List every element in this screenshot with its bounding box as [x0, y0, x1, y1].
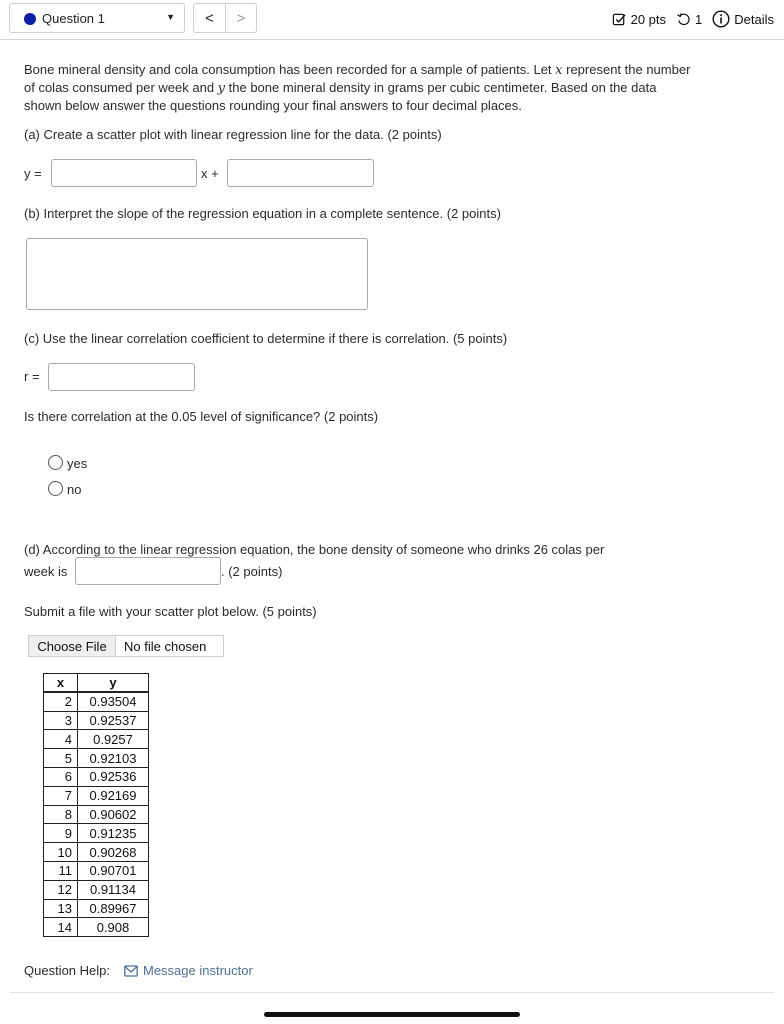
upload-prompt: Submit a file with your scatter plot below. (5 points): [24, 604, 317, 619]
points-label: 20 pts: [630, 11, 667, 27]
column-header-y: y: [78, 674, 149, 693]
cell-x: 10: [44, 843, 78, 862]
cell-y: 0.90268: [78, 843, 149, 862]
cell-y: 0.92103: [78, 749, 149, 768]
previous-question-button[interactable]: <: [205, 9, 214, 27]
chevron-down-icon: ▼: [166, 12, 175, 22]
question-label: Question 1: [42, 11, 105, 26]
cell-y: 0.92536: [78, 767, 149, 786]
question-selector[interactable]: [9, 3, 185, 33]
table-row: [44, 880, 149, 899]
table-row: [44, 692, 149, 711]
table-row: [44, 861, 149, 880]
variable-y: y: [217, 81, 226, 96]
question-help: [24, 963, 253, 978]
cell-x: 14: [44, 918, 78, 937]
cell-y: 0.90701: [78, 861, 149, 880]
significance-prompt: Is there correlation at the 0.05 level of significance? (2 points): [24, 409, 379, 424]
checkbox-icon: [612, 12, 627, 27]
radio-yes[interactable]: [48, 455, 63, 470]
cell-x: 4: [44, 730, 78, 749]
radio-yes-label: yes: [67, 456, 88, 471]
cell-x: 13: [44, 899, 78, 918]
message-instructor-label: Message instructor: [143, 963, 253, 978]
bone-density-input[interactable]: [75, 557, 221, 585]
part-d-prompt-line2: week is: [24, 564, 68, 579]
table-row: [44, 711, 149, 730]
question-nav: [193, 3, 257, 33]
column-header-x: x: [44, 674, 78, 693]
table-row: [44, 918, 149, 937]
cell-y: 0.89967: [78, 899, 149, 918]
file-upload[interactable]: [28, 635, 224, 657]
cell-y: 0.91235: [78, 824, 149, 843]
radio-no[interactable]: [48, 481, 63, 496]
cell-x: 9: [44, 824, 78, 843]
cell-x: 6: [44, 767, 78, 786]
part-b-prompt: (b) Interpret the slope of the regression equation in a complete sentence. (2 points): [24, 206, 501, 221]
table-row: [44, 805, 149, 824]
table-header-row: [44, 674, 149, 693]
r-input[interactable]: [48, 363, 195, 391]
intercept-input[interactable]: [227, 159, 374, 187]
question-header: [0, 0, 784, 40]
cell-y: 0.9257: [78, 730, 149, 749]
next-question-button[interactable]: >: [225, 4, 256, 32]
variable-x: x: [555, 63, 563, 78]
cell-x: 7: [44, 786, 78, 805]
cell-x: 5: [44, 749, 78, 768]
problem-intro: Bone mineral density and cola consumption has been recorded for a sample of patients. Let x represent the number of colas consumed per week and y the bone mineral density in grams per cubic centimeter. Based on the data shown below answer the questions rounding your final answers to four decimal places.: [24, 62, 691, 113]
x-plus-label: x +: [201, 166, 219, 181]
choose-file-button[interactable]: Choose File: [29, 636, 116, 656]
part-c-prompt: (c) Use the linear correlation coefficient to determine if there is correlation. (5 points): [24, 331, 508, 346]
cell-y: 0.92537: [78, 711, 149, 730]
y-equals-label: y =: [24, 166, 42, 181]
part-a-prompt: (a) Create a scatter plot with linear regression line for the data. (2 points): [24, 127, 442, 142]
table-row: [44, 899, 149, 918]
retry-icon[interactable]: [676, 12, 691, 27]
cell-y: 0.90602: [78, 805, 149, 824]
part-d-prompt: (d) According to the linear regression equation, the bone density of someone who drinks 26 colas per: [24, 542, 605, 557]
table-row: [44, 730, 149, 749]
envelope-icon: [124, 965, 138, 977]
question-meta: [612, 10, 774, 28]
table-row: [44, 749, 149, 768]
table-row: [44, 824, 149, 843]
home-indicator[interactable]: [264, 1012, 520, 1017]
cell-x: 3: [44, 711, 78, 730]
question-status-dot: [24, 13, 36, 25]
question-help-label: Question Help:: [24, 963, 110, 978]
table-row: [44, 843, 149, 862]
r-equals-label: r =: [24, 369, 40, 384]
slope-interpretation-textarea[interactable]: [26, 238, 368, 310]
cell-x: 8: [44, 805, 78, 824]
table-row: [44, 767, 149, 786]
divider: [10, 992, 774, 993]
cell-y: 0.908: [78, 918, 149, 937]
message-instructor-link[interactable]: [124, 963, 253, 978]
cell-y: 0.93504: [78, 692, 149, 711]
radio-no-label: no: [67, 482, 82, 497]
cell-y: 0.92169: [78, 786, 149, 805]
part-d-suffix: . (2 points): [221, 564, 283, 579]
slope-input[interactable]: [51, 159, 197, 187]
details-link[interactable]: Details: [734, 11, 774, 27]
attempts-count: 1: [695, 11, 703, 27]
info-icon[interactable]: [712, 10, 730, 28]
cell-x: 2: [44, 692, 78, 711]
cell-x: 11: [44, 861, 78, 880]
file-status: No file chosen: [124, 638, 207, 654]
cell-y: 0.91134: [78, 880, 149, 899]
cell-x: 12: [44, 880, 78, 899]
table-row: [44, 786, 149, 805]
data-table: [43, 673, 149, 937]
